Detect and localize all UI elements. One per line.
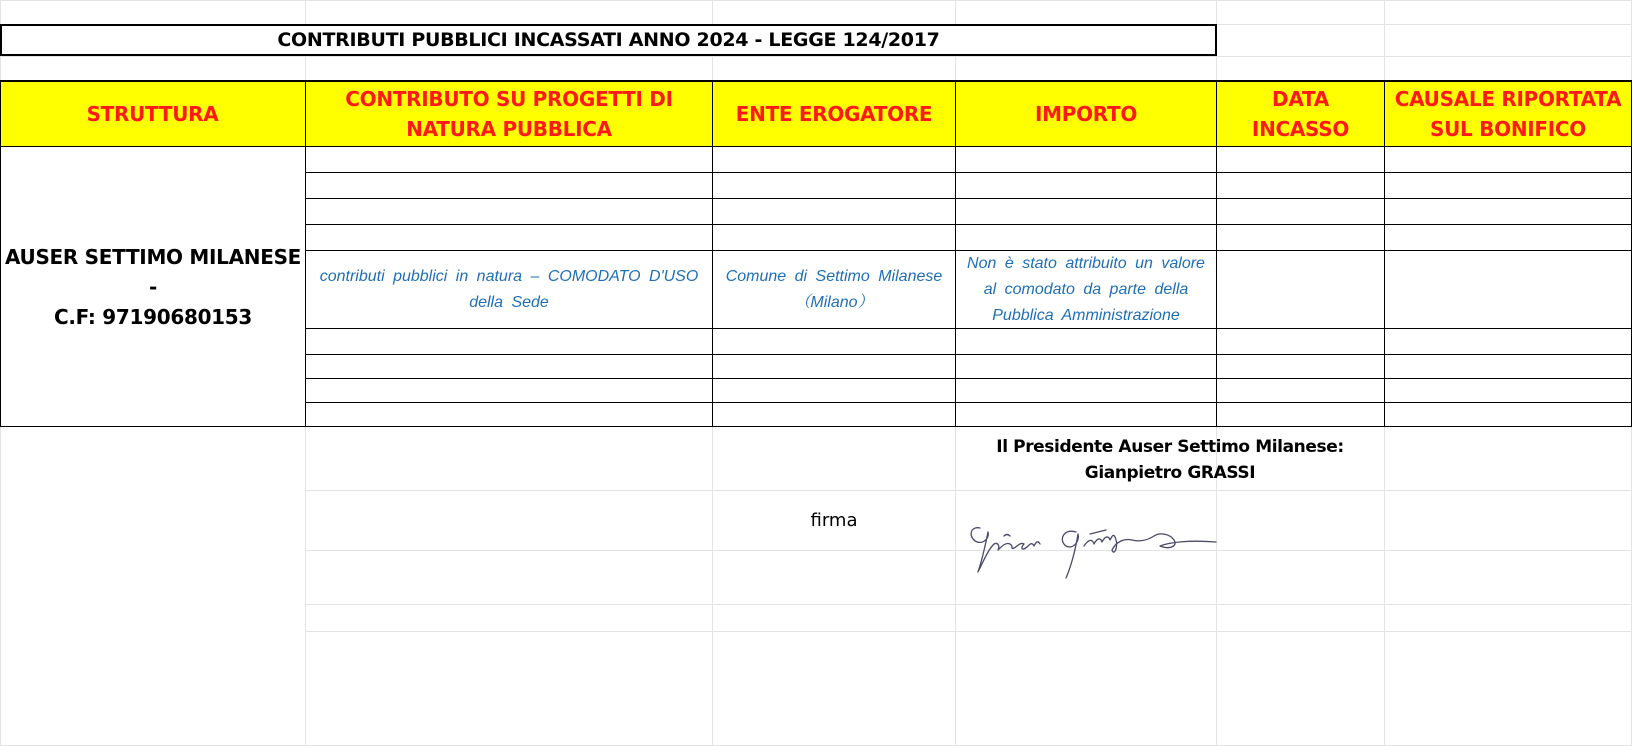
table-border	[305, 172, 1632, 173]
structure-cf: C.F: 97190680153	[53, 304, 253, 329]
entry-causale[interactable]	[1385, 251, 1631, 328]
table-border	[305, 198, 1632, 199]
table-border	[305, 378, 1632, 379]
gridline	[305, 490, 1632, 491]
gridline	[305, 631, 1632, 632]
table-border	[305, 224, 1632, 225]
structure-name: AUSER SETTIMO MILANESE -	[4, 244, 302, 299]
entry-contributo[interactable]: contributi pubblici in natura – COMODATO D'USO della Sede	[319, 267, 699, 311]
table-border	[305, 402, 1632, 403]
table-border	[305, 354, 1632, 355]
header-struttura[interactable]: STRUTTURA	[86, 102, 219, 126]
table-border	[305, 328, 1632, 329]
header-causale[interactable]: CAUSALE RIPORTATA SUL BONIFICO	[1394, 87, 1622, 141]
sheet-title[interactable]: CONTRIBUTI PUBBLICI INCASSATI ANNO 2024 - LEGGE 124/2017	[277, 29, 940, 51]
table-border	[0, 426, 1632, 427]
header-ente-erogatore[interactable]: ENTE EROGATORE	[735, 102, 933, 126]
president-label[interactable]: Il Presidente Auser Settimo Milanese: Gianpietro GRASSI	[996, 437, 1344, 483]
gridline	[0, 0, 1632, 1]
header-contributo[interactable]: CONTRIBUTO SU PROGETTI DI NATURA PUBBLICA	[345, 87, 673, 141]
signature-image	[960, 510, 1220, 590]
gridline	[305, 604, 1632, 605]
entry-data-incasso[interactable]	[1217, 251, 1384, 328]
entry-ente[interactable]: Comune di Settimo Milanese （Milano）	[725, 267, 943, 311]
entry-importo[interactable]: Non è stato attribuito un valore al comodato da parte della Pubblica Amministrazione	[967, 254, 1205, 324]
firma-label[interactable]: firma	[810, 509, 858, 531]
gridline	[0, 56, 1632, 57]
header-importo[interactable]: IMPORTO	[1034, 102, 1138, 126]
header-data-incasso[interactable]: DATA INCASSO	[1251, 87, 1350, 141]
structure-cell[interactable]	[1, 147, 305, 426]
